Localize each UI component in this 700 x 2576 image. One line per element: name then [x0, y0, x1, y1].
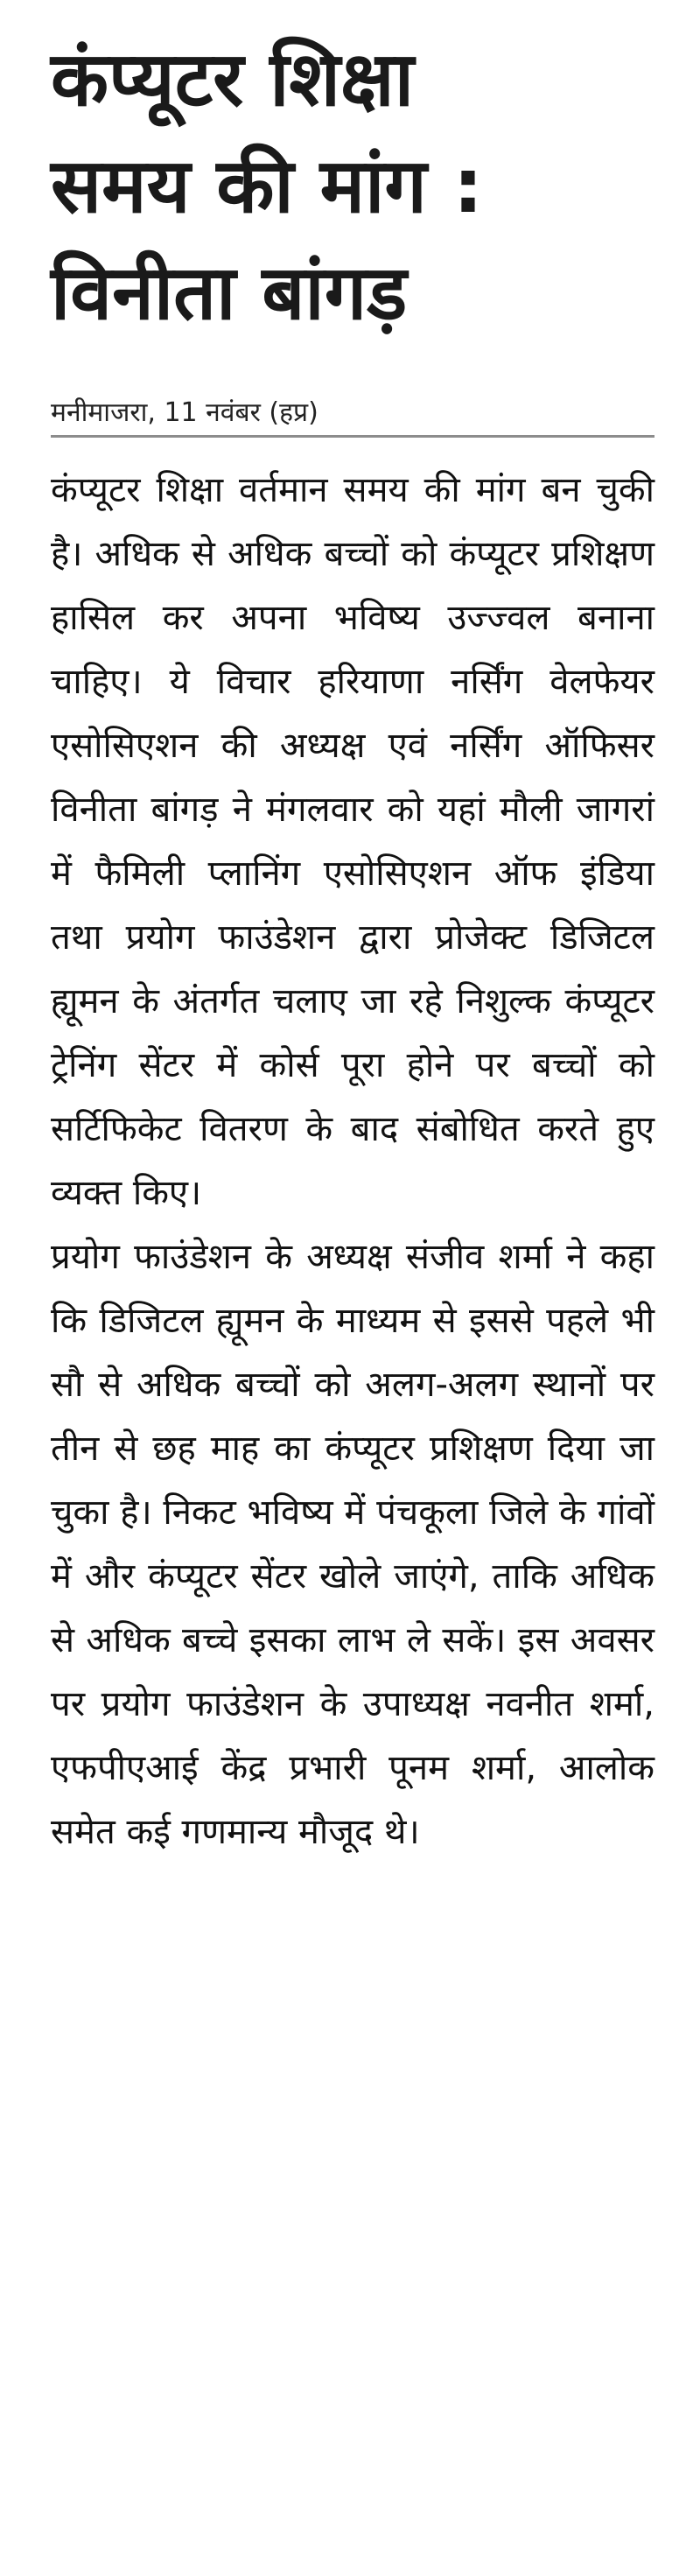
dateline-row — [51, 387, 654, 438]
headline-line: कंप्यूटर शिक्षा — [51, 36, 414, 123]
body-paragraph: कंप्यूटर शिक्षा वर्तमान समय की मांग बन चुकी है। अधिक से अधिक बच्चों को कंप्यूटर प्रशिक्षण हासिल कर अपना भविष्य उज्ज्वल बनाना चाहिए। ये विचार हरियाणा नर्सिंग वेलफेयर एसोसिएशन की अध्यक्ष एवं नर्सिंग ऑफिसर विनीता बांगड़ ने मंगलवार को यहां मौली जागरां में फैमिली प्लानिंग एसोसिएशन ऑफ इंडिया तथा प्रयोग फाउंडेशन द्वारा प्रोजेक्ट डिजिटल ह्यूमन के अंतर्गत चलाए जा रहे निशुल्क कंप्यूटर ट्रेनिंग सेंटर में कोर्स पूरा होने पर बच्चों को सर्टिफिकेट वितरण के बाद संबोधित करते हुए व्यक्त किए। — [51, 470, 654, 1213]
headline — [51, 26, 654, 347]
article-body — [51, 459, 654, 1864]
dateline: मनीमाजरा, 11 नवंबर (हप्र) — [51, 397, 318, 428]
headline-line: समय की मांग : — [51, 143, 484, 230]
headline-line: विनीता बांगड़ — [51, 249, 408, 337]
body-paragraph: प्रयोग फाउंडेशन के अध्यक्ष संजीव शर्मा ने कहा कि डिजिटल ह्यूमन के माध्यम से इससे पहले भी सौ से अधिक बच्चों को अलग-अलग स्थानों पर तीन से छह माह का कंप्यूटर प्रशिक्षण दिया जा चुका है। निकट भविष्य में पंचकूला जिले के गांवों में और कंप्यूटर सेंटर खोले जाएंगे, ताकि अधिक से अधिक बच्चे इसका लाभ ले सकें। इस अवसर पर प्रयोग फाउंडेशन के उपाध्यक्ष नवनीत शर्मा, एफपीएआई केंद्र प्रभारी पूनम शर्मा, आलोक समेत कई गणमान्य मौजूद थे। — [51, 1237, 654, 1852]
